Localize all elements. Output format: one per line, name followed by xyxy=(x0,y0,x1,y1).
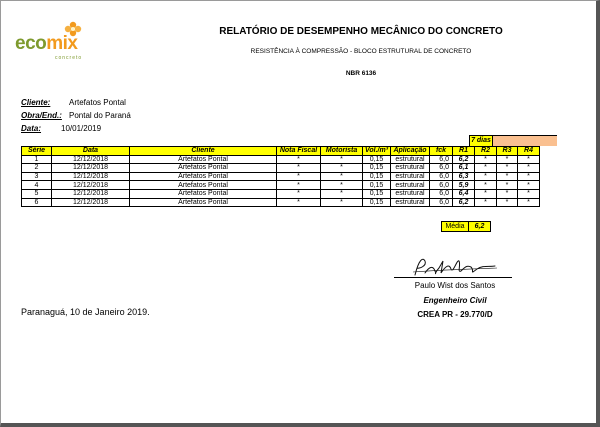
logo-mix: mix xyxy=(46,33,78,54)
cell-r4: * xyxy=(518,198,540,207)
cell-aplicacao: estrutural xyxy=(391,181,430,190)
header-data: Data xyxy=(52,147,130,156)
cell-r1: 6,2 xyxy=(453,198,475,207)
cell-serie: 1 xyxy=(22,155,52,164)
cell-cliente: Artefatos Pontal xyxy=(130,198,277,207)
cell-r3: * xyxy=(497,198,518,207)
table-row xyxy=(22,155,540,164)
cliente-value: Artefatos Pontal xyxy=(69,98,126,107)
cell-r3: * xyxy=(497,172,518,181)
cell-fck: 6,0 xyxy=(430,155,453,164)
obra-line xyxy=(21,111,131,120)
ecomix-logo xyxy=(15,21,103,63)
cell-serie: 5 xyxy=(22,189,52,198)
table-row xyxy=(22,189,540,198)
norm-reference: NBR 6136 xyxy=(345,70,377,77)
cell-volume: 0,15 xyxy=(363,198,391,207)
group-filler xyxy=(492,136,557,146)
header-serie: Série xyxy=(22,147,52,156)
report-title: RELATÓRIO DE DESEMPENHO MECÂNICO DO CONCRETO xyxy=(219,26,503,37)
cell-motorista: * xyxy=(321,155,363,164)
header-volume: Vol./m³ xyxy=(363,147,391,156)
header-motorista: Motorista xyxy=(321,147,363,156)
handwritten-signature xyxy=(409,253,499,279)
cell-data: 12/12/2018 xyxy=(52,172,130,181)
cell-aplicacao: estrutural xyxy=(391,189,430,198)
obra-value: Pontal do Paraná xyxy=(69,111,131,120)
cell-nota-fiscal: * xyxy=(277,155,321,164)
cell-motorista: * xyxy=(321,181,363,190)
table-row xyxy=(22,181,540,190)
cell-r2: * xyxy=(475,189,497,198)
cell-data: 12/12/2018 xyxy=(52,155,130,164)
cell-cliente: Artefatos Pontal xyxy=(130,181,277,190)
cell-r1: 6,4 xyxy=(453,189,475,198)
cell-data: 12/12/2018 xyxy=(52,181,130,190)
cell-volume: 0,15 xyxy=(363,155,391,164)
cell-cliente: Artefatos Pontal xyxy=(130,155,277,164)
cell-r4: * xyxy=(518,164,540,173)
data-label: Data: xyxy=(21,124,42,133)
report-subtitle: RESISTÊNCIA À COMPRESSÃO - BLOCO ESTRUTURAL DE CONCRETO xyxy=(250,48,472,55)
signer-role: Engenheiro Civil xyxy=(423,296,487,305)
cell-nota-fiscal: * xyxy=(277,164,321,173)
table-header-row xyxy=(22,147,540,156)
logo-tagline: concreto xyxy=(55,55,83,61)
cell-r3: * xyxy=(497,155,518,164)
cell-fck: 6,0 xyxy=(430,164,453,173)
cell-serie: 4 xyxy=(22,181,52,190)
place-date: Paranaguá, 10 de Janeiro 2019. xyxy=(21,307,150,317)
cell-r2: * xyxy=(475,164,497,173)
cell-r3: * xyxy=(497,181,518,190)
logo-eco: eco xyxy=(15,33,47,54)
cell-cliente: Artefatos Pontal xyxy=(130,189,277,198)
cell-data: 12/12/2018 xyxy=(52,198,130,207)
cell-volume: 0,15 xyxy=(363,181,391,190)
results-table xyxy=(21,146,540,207)
cell-volume: 0,15 xyxy=(363,189,391,198)
data-value: 10/01/2019 xyxy=(61,124,102,133)
table-row xyxy=(22,164,540,173)
header-r4: R4 xyxy=(518,147,540,156)
cell-aplicacao: estrutural xyxy=(391,164,430,173)
cliente-line xyxy=(21,98,126,107)
media-label: Média xyxy=(441,221,469,232)
cell-aplicacao: estrutural xyxy=(391,198,430,207)
cell-fck: 6,0 xyxy=(430,198,453,207)
cell-nota-fiscal: * xyxy=(277,172,321,181)
header-fck: fck xyxy=(430,147,453,156)
cell-r4: * xyxy=(518,181,540,190)
cell-serie: 6 xyxy=(22,198,52,207)
header-r1: R1 xyxy=(453,147,475,156)
cell-volume: 0,15 xyxy=(363,164,391,173)
obra-label: Obra/End.: xyxy=(21,111,62,120)
signer-name: Paulo Wist dos Santos xyxy=(414,281,496,290)
cell-r4: * xyxy=(518,155,540,164)
cell-serie: 2 xyxy=(22,164,52,173)
cell-r2: * xyxy=(475,181,497,190)
cell-motorista: * xyxy=(321,198,363,207)
cell-nota-fiscal: * xyxy=(277,189,321,198)
header-r3: R3 xyxy=(497,147,518,156)
cell-r1: 6,1 xyxy=(453,164,475,173)
cell-aplicacao: estrutural xyxy=(391,155,430,164)
cell-motorista: * xyxy=(321,164,363,173)
cell-r1: 5,9 xyxy=(453,181,475,190)
header-nota-fiscal: Nota Fiscal xyxy=(277,147,321,156)
cell-cliente: Artefatos Pontal xyxy=(130,172,277,181)
signature-line xyxy=(394,277,512,278)
logo-wordmark xyxy=(15,33,78,55)
cliente-label: Cliente: xyxy=(21,98,51,107)
cell-r2: * xyxy=(475,155,497,164)
cell-serie: 3 xyxy=(22,172,52,181)
cell-r1: 6,3 xyxy=(453,172,475,181)
table-row xyxy=(22,172,540,181)
media-value: 6,2 xyxy=(469,221,491,232)
cell-nota-fiscal: * xyxy=(277,181,321,190)
cell-r4: * xyxy=(518,172,540,181)
signer-crea: CREA PR - 29.770/D xyxy=(417,310,493,319)
cell-motorista: * xyxy=(321,172,363,181)
cell-r1: 6,2 xyxy=(453,155,475,164)
cell-r3: * xyxy=(497,164,518,173)
group-header-7-dias xyxy=(469,135,557,146)
group-label: 7 dias xyxy=(471,137,491,144)
table-row xyxy=(22,198,540,207)
data-line xyxy=(21,124,102,133)
cell-aplicacao: estrutural xyxy=(391,172,430,181)
cell-r3: * xyxy=(497,189,518,198)
cell-cliente: Artefatos Pontal xyxy=(130,164,277,173)
cell-data: 12/12/2018 xyxy=(52,164,130,173)
media-row xyxy=(441,221,491,232)
cell-volume: 0,15 xyxy=(363,172,391,181)
cell-data: 12/12/2018 xyxy=(52,189,130,198)
cell-r2: * xyxy=(475,198,497,207)
cell-fck: 6,0 xyxy=(430,172,453,181)
cell-fck: 6,0 xyxy=(430,181,453,190)
cell-r2: * xyxy=(475,172,497,181)
cell-fck: 6,0 xyxy=(430,189,453,198)
cell-r4: * xyxy=(518,189,540,198)
cell-nota-fiscal: * xyxy=(277,198,321,207)
cell-motorista: * xyxy=(321,189,363,198)
header-cliente: Cliente xyxy=(130,147,277,156)
header-aplicacao: Aplicação xyxy=(391,147,430,156)
header-r2: R2 xyxy=(475,147,497,156)
